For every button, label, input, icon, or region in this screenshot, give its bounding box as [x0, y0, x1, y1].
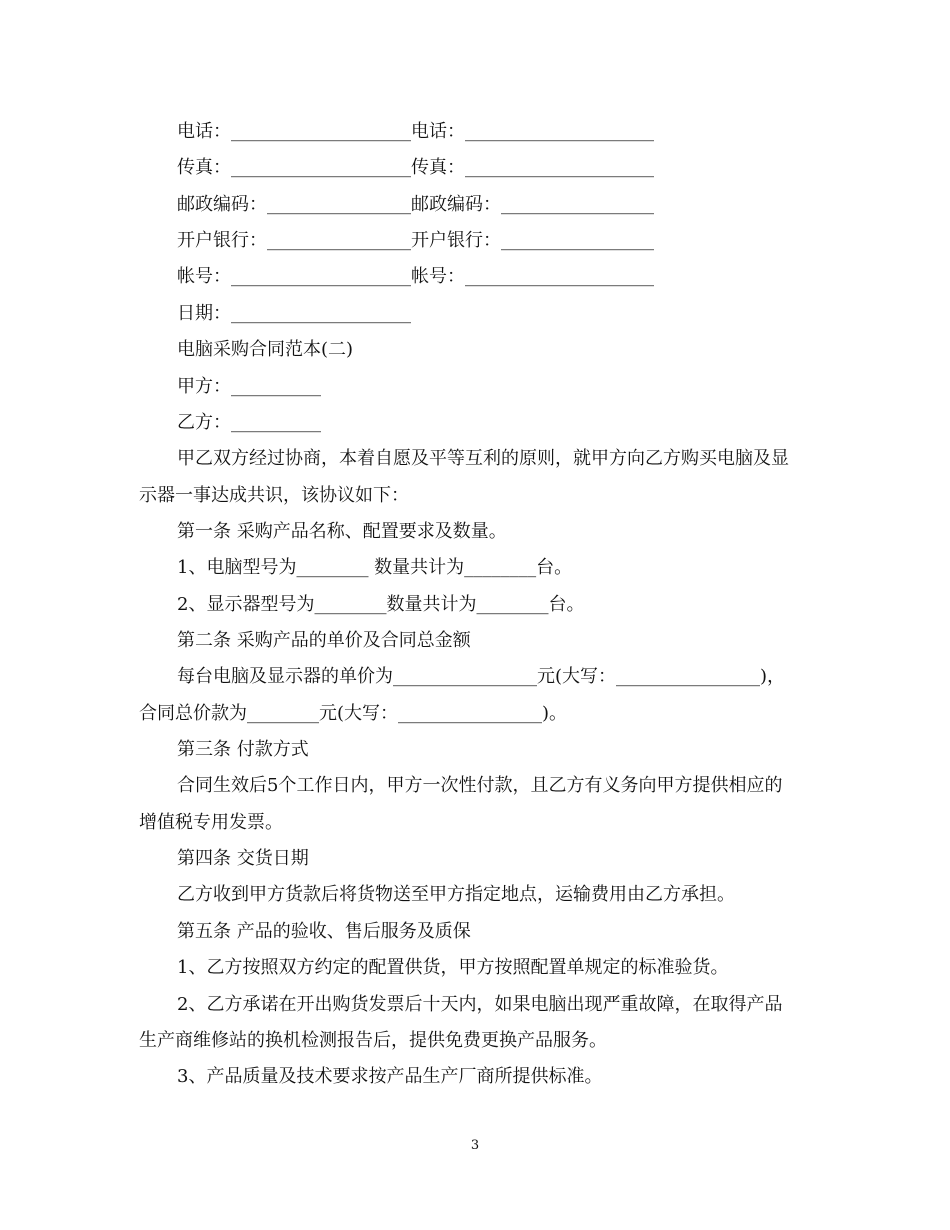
article-5-heading: 第五条 产品的验收、售后服务及质保 — [177, 921, 471, 942]
article-3-text-1: 合同生效后5个工作日内，甲方一次性付款，且乙方有义务向甲方提供相应的 — [177, 775, 783, 796]
article-5-item-2-line-1: 2、乙方承诺在开出购货发票后十天内，如果电脑出现严重故障，在取得产品 — [177, 994, 783, 1015]
party-a-line: 甲方：__________ — [177, 376, 321, 397]
party-b-line: 乙方：__________ — [177, 412, 321, 433]
article-2-text-1: 每台电脑及显示器的单价为________________元(大写：________________)， — [177, 666, 786, 687]
article-1-item-1: 1、电脑型号为________ 数量共计为________台。 — [177, 557, 573, 578]
article-4-heading: 第四条 交货日期 — [177, 848, 309, 869]
bank-line: 开户银行：________________开户银行：_________________ — [177, 230, 654, 251]
article-2-text-2: 合同总价款为________元(大写：________________)。 — [139, 703, 568, 724]
article-1-item-2: 2、显示器型号为________数量共计为________台。 — [177, 594, 585, 615]
postal-code-line: 邮政编码：________________邮政编码：_________________ — [177, 194, 654, 215]
article-5-item-1: 1、乙方按照双方约定的配置供货，甲方按照配置单规定的标准验货。 — [177, 957, 729, 978]
article-1-heading: 第一条 采购产品名称、配置要求及数量。 — [177, 521, 507, 542]
account-line: 帐号：____________________帐号：_____________________ — [177, 266, 654, 287]
document-title: 电脑采购合同范本(二) — [177, 339, 354, 360]
phone-line: 电话：____________________电话：_____________________ — [177, 121, 654, 142]
article-2-heading: 第二条 采购产品的单价及合同总金额 — [177, 630, 471, 651]
article-5-item-2-line-2: 生产商维修站的换机检测报告后，提供免费更换产品服务。 — [139, 1030, 607, 1051]
article-5-item-3: 3、产品质量及技术要求按产品生产厂商所提供标准。 — [177, 1066, 603, 1087]
preamble-line-2: 示器一事达成共识，该协议如下： — [139, 485, 409, 506]
article-4-text: 乙方收到甲方货款后将货物送至甲方指定地点，运输费用由乙方承担。 — [177, 884, 735, 905]
article-3-heading: 第三条 付款方式 — [177, 739, 309, 760]
preamble-line-1: 甲乙双方经过协商，本着自愿及平等互利的原则，就甲方向乙方购买电脑及显 — [177, 448, 789, 469]
date-line: 日期：____________________ — [177, 303, 411, 324]
page-number: 3 — [470, 1138, 480, 1153]
fax-line: 传真：____________________传真：_____________________ — [177, 157, 654, 178]
article-3-text-2: 增值税专用发票。 — [139, 812, 283, 833]
